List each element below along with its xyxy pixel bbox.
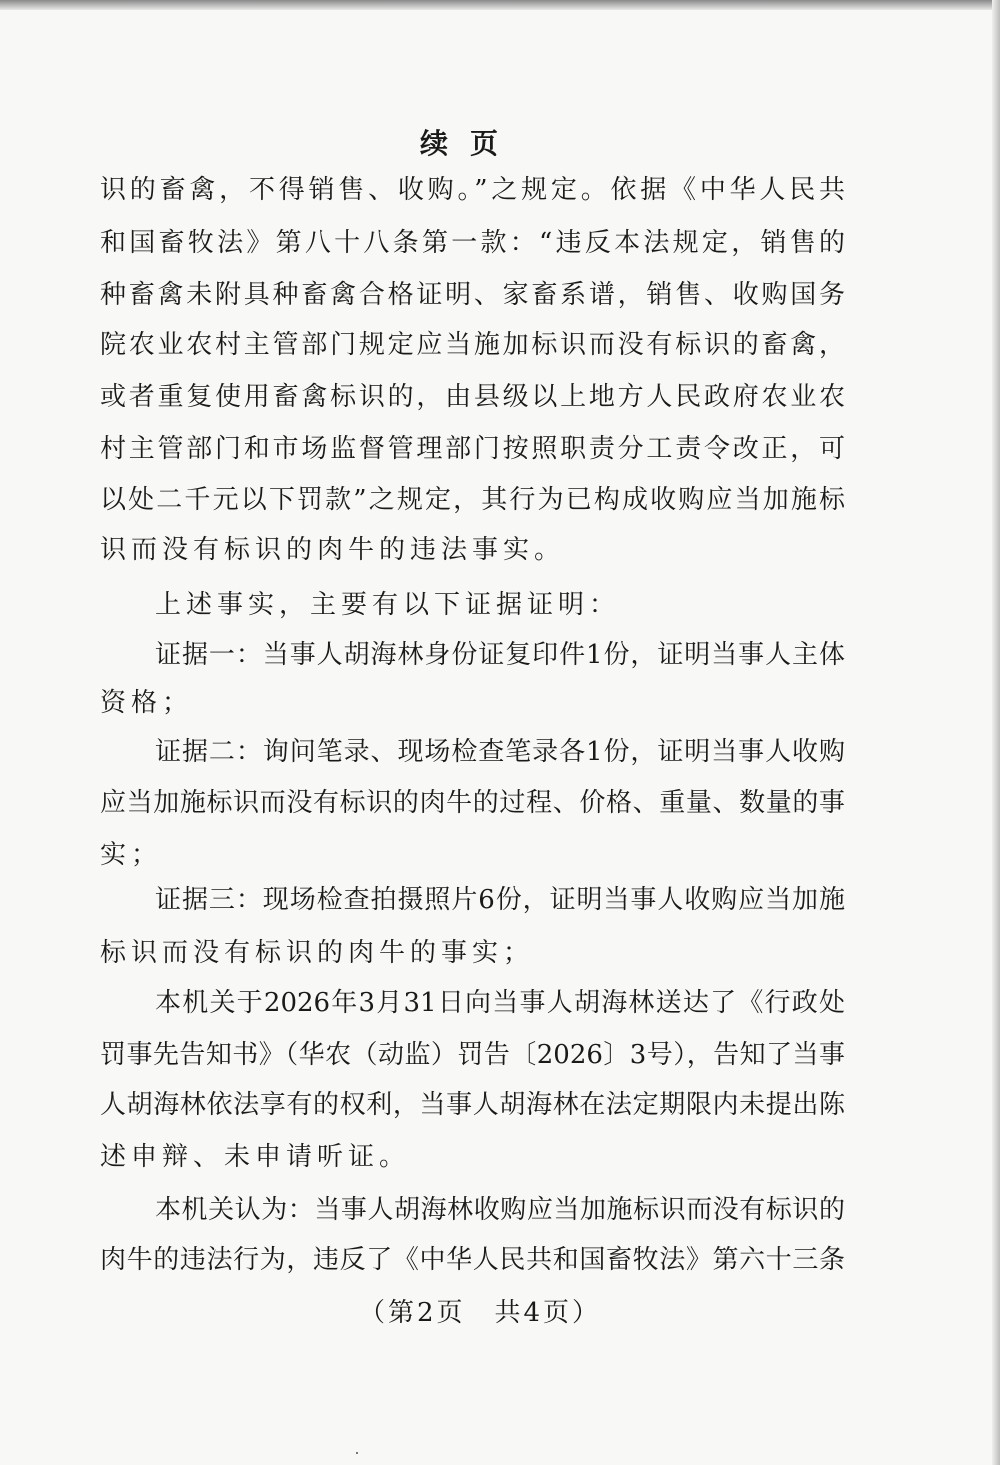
body-line: 肉牛的违法行为，违反了《中华人民共和国畜牧法》第六十三条: [100, 1245, 845, 1275]
scan-top-edge: [0, 0, 1000, 10]
page-number: （第2页 共4页）: [358, 1298, 602, 1328]
body-line: 或者重复使用畜禽标识的，由县级以上地方人民政府农业农: [100, 382, 845, 412]
body-line: 述申辩、未申请听证。: [100, 1142, 411, 1172]
body-line: 证据一：当事人胡海林身份证复印件1份，证明当事人主体: [155, 640, 845, 670]
scan-speck: [356, 1452, 358, 1454]
scan-right-edge: [992, 0, 1000, 1465]
body-line: 上述事实，主要有以下证据证明：: [155, 590, 621, 620]
body-line: 识而没有标识的肉牛的违法事实。: [100, 535, 566, 565]
body-line: 识的畜禽，不得销售、收购。”之规定。依据《中华人民共: [100, 175, 845, 205]
body-line: 以处二千元以下罚款”之规定，其行为已构成收购应当加施标: [100, 485, 845, 515]
body-line: 本机关认为：当事人胡海林收购应当加施标识而没有标识的: [155, 1195, 845, 1225]
body-line: 应当加施标识而没有标识的肉牛的过程、价格、重量、数量的事: [100, 788, 845, 818]
body-line: 院农业农村主管部门规定应当施加标识而没有标识的畜禽，: [100, 330, 845, 360]
page-title: 续页: [419, 127, 520, 160]
body-line: 资格；: [100, 688, 194, 718]
body-line: 和国畜牧法》第八十八条第一款：“违反本法规定，销售的: [100, 228, 845, 258]
body-line: 罚事先告知书》（华农（动监）罚告〔2026〕3号），告知了当事: [100, 1040, 845, 1070]
body-line: 村主管部门和市场监督管理部门按照职责分工责令改正，可: [100, 434, 845, 464]
body-line: 证据三：现场检查拍摄照片6份，证明当事人收购应当加施: [155, 885, 845, 915]
body-line: 本机关于2026年3月31日向当事人胡海林送达了《行政处: [155, 988, 845, 1018]
body-line: 实；: [100, 840, 163, 870]
body-line: 证据二：询问笔录、现场检查笔录各1份，证明当事人收购: [155, 737, 845, 767]
body-line: 种畜禽未附具种畜禽合格证明、家畜系谱，销售、收购国务: [100, 280, 845, 310]
body-line: 人胡海林依法享有的权利，当事人胡海林在法定期限内未提出陈: [100, 1090, 845, 1120]
body-line: 标识而没有标识的肉牛的事实；: [100, 938, 535, 968]
